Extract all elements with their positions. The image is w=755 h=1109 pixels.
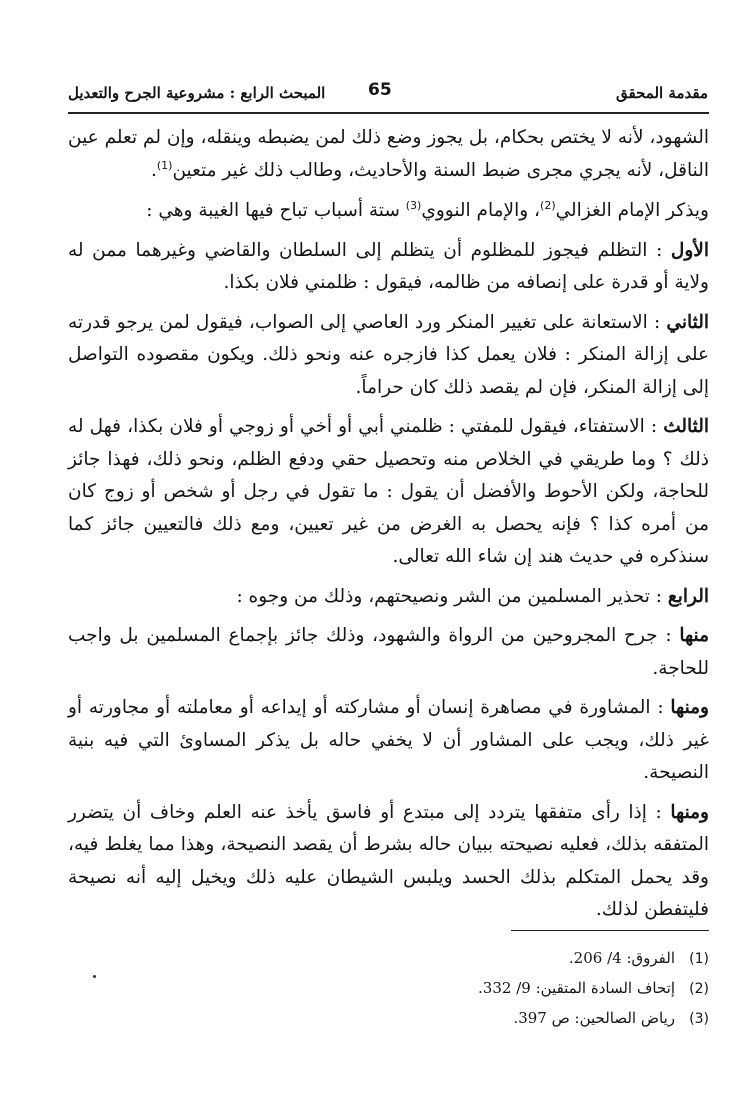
paragraph-lead: الثاني [666,311,709,333]
paragraph-text: : التظلم فيجوز للمظلوم أن يتظلم إلى السلطان والقاضي وغيرهما ممن له ولاية أو قدرة على إنصافه من ظالمه، فيقول : ظلمني فلان بكذا. [68,239,709,293]
footnote-number: (2) [689,981,709,997]
running-header [68,80,708,108]
paragraph-text: : إذا رأى متفقها يتردد إلى مبتدع أو فاسق يأخذ عنه العلم وخاف أن يتضرر المتفقه بذلك، فعليه نصيحته ببيان حاله بشرط أن يقصد النصيحة، وهذا مما يغلط فيه، وقد يحمل المتكلم بذلك الحسد ويلبس الشيطان عليه ذلك ويخيل إليه أنه نصيحة فليتفطن لذلك. [68,801,709,920]
paragraph-lead: ومنها [670,801,709,823]
paragraph-text: الشهود، لأنه لا يختص بحكام، بل يجوز وضع ذلك لمن يضبطه وينقله، وإن لم تعلم عين الناقل، لأنه يجري مجرى ضبط السنة والأحاديث، وطالب ذلك غير متعين [68,127,709,181]
footnote-text: إتحاف السادة المتقين: 9/ 332. [478,979,675,997]
main-text [68,122,709,934]
scan-speck [93,975,96,978]
footnote-number: (3) [689,1011,709,1027]
footnote-ref[interactable]: (3) [405,198,422,212]
paragraph-lead: الرابع [667,585,709,607]
footnote [300,944,709,974]
paragraph-item [68,797,709,927]
paragraph-intro [68,195,709,228]
footnote-text: الفروق: 4/ 206. [568,949,675,967]
paragraph-fourth [68,581,709,614]
paragraph-lead: الأول [670,239,709,261]
footnotes [300,944,709,1034]
paragraph-text: : الاستعانة على تغيير المنكر ورد العاصي إلى الصواب، فيقول لمن يرجو قدرته على إزالة المنكر : فلان يعمل كذا فازجره عنه ونحو ذلك. ويكون مقصوده التواصل إلى إزالة المنكر، فإن لم يقصد ذلك كان حراماً. [68,311,709,398]
paragraph-lead: ومنها [670,697,709,718]
paragraph-continuation [68,122,709,187]
paragraph-third [68,411,709,574]
footnote-ref[interactable]: (1) [156,158,173,172]
paragraph-text: : المشاورة في مصاهرة إنسان أو مشاركته أو إيداعه أو معاملته أو مجاورته أو غير ذلك، ويجب على المشاور أن لا يخفي حاله بل يذكر المساوئ التي فيه بنية النصيحة. [68,697,709,783]
paragraph-lead: الثالث [663,416,709,437]
footnote-text: رياض الصالحين: ص 397. [513,1009,675,1027]
paragraph-text: ويذكر الإمام الغزالي [555,200,709,221]
paragraph-text: : تحذير المسلمين من الشر ونصيحتهم، وذلك من وجوه : [236,585,668,607]
paragraph-tail: ستة أسباب تباح فيها الغيبة وهي : [146,200,406,221]
paragraph-tail: . [150,159,157,181]
paragraph-item [68,620,709,685]
paragraph-text: : جرح المجروحين من الرواة والشهود، وذلك جائز بإجماع المسلمين بل واجب للحاجة. [68,625,709,679]
footnote [300,974,709,1004]
book-title: مقدمة المحقق [616,84,708,102]
paragraph-text: ، والإمام النووي [421,200,541,221]
paragraph-second [68,307,709,405]
footnote-rule [511,930,709,931]
header-rule [68,112,709,114]
paragraph-first [68,235,709,300]
footnote-number: (1) [689,951,709,967]
section-title: المبحث الرابع : مشروعية الجرح والتعديل [68,84,326,102]
paragraph-lead: منها [679,625,709,646]
footnote [300,1004,709,1034]
page-number: 65 [368,80,392,100]
paragraph-item [68,692,709,790]
paragraph-text: : الاستفتاء، فيقول للمفتي : ظلمني أبي أو أخي أو زوجي أو فلان بكذا، فهل له ذلك ؟ وما طريقي في الخلاص منه وتحصيل حقي ودفع الظلم، ونحو ذلك، فهذا جائز للحاجة، ولكن الأحوط والأفضل أن يقول : ما تقول في رجل أو شخص أو زوج كان من أمره كذا ؟ فإنه يحصل به الغرض من غير تعيين، ومع ذلك فالتعيين جائز كما سنذكره في حديث هند إن شاء الله تعالى. [68,416,709,567]
footnote-ref[interactable]: (2) [540,198,556,212]
